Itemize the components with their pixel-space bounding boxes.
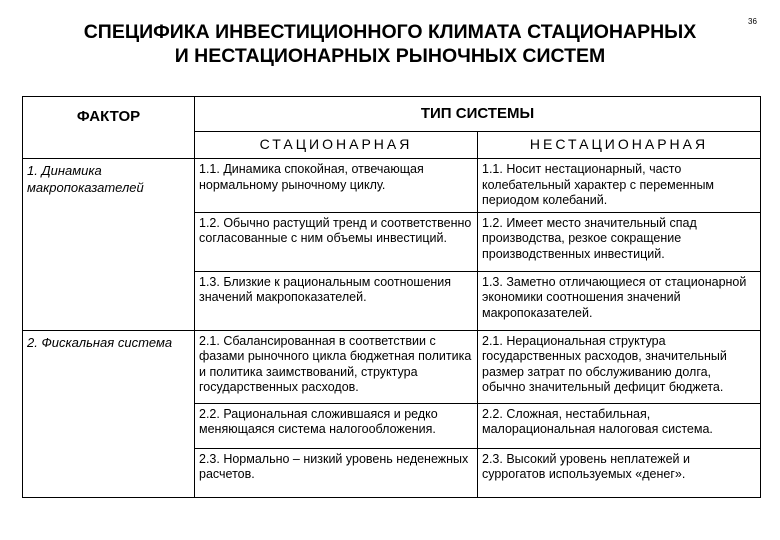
factor-cell: 1. Динамика макропоказателей [23,159,195,331]
header-system-type: ТИП СИСТЕМЫ [195,97,761,132]
nonstationary-cell: 2.2. Сложная, нестабильная, малорациональная налоговая система. [478,403,761,448]
header-row [23,97,761,132]
stationary-cell: 1.2. Обычно растущий тренд и соответственно согласованные с ним объемы инвестиций. [195,212,478,271]
nonstationary-cell: 1.3. Заметно отличающиеся от стационарной экономики соотношения значений макропоказателей. [478,271,761,330]
factor-cell: 2. Фискальная система [23,330,195,497]
stationary-cell: 2.1. Сбалансированная в соответствии с фазами рыночного цикла бюджетная политика и политика заимствований, структура государственных расходов. [195,330,478,403]
nonstationary-cell: 1.2. Имеет место значительный спад производства, резкое сокращение производственных инвестиций. [478,212,761,271]
header-nonstationary: НЕСТАЦИОНАРНАЯ [478,132,761,159]
table-row [23,159,761,213]
stationary-cell: 1.1. Динамика спокойная, отвечающая нормальному рыночному циклу. [195,159,478,213]
page-title [20,20,760,68]
header-stationary: СТАЦИОНАРНАЯ [195,132,478,159]
stationary-cell: 2.3. Нормально – низкий уровень неденежных расчетов. [195,448,478,497]
page-number: 36 [748,17,757,26]
stationary-cell: 1.3. Близкие к рациональным соотношения значений макропоказателей. [195,271,478,330]
title-line-2: И НЕСТАЦИОНАРНЫХ РЫНОЧНЫХ СИСТЕМ [174,45,606,67]
nonstationary-cell: 1.1. Носит нестационарный, часто колебательный характер с переменным периодом колебаний. [478,159,761,213]
nonstationary-cell: 2.1. Нерациональная структура государственных расходов, значительный размер затрат по обслуживанию долга, обычно значительный дефицит бюджета. [478,330,761,403]
stationary-cell: 2.2. Рациональная сложившаяся и редко меняющаяся система налогообложения. [195,403,478,448]
table-row [23,330,761,403]
title-line-1: СПЕЦИФИКА ИНВЕСТИЦИОННОГО КЛИМАТА СТАЦИОНАРНЫХ [83,21,697,43]
comparison-table [22,96,761,498]
nonstationary-cell: 2.3. Высокий уровень неплатежей и суррогатов используемых «денег». [478,448,761,497]
header-factor: ФАКТОР [23,97,195,159]
